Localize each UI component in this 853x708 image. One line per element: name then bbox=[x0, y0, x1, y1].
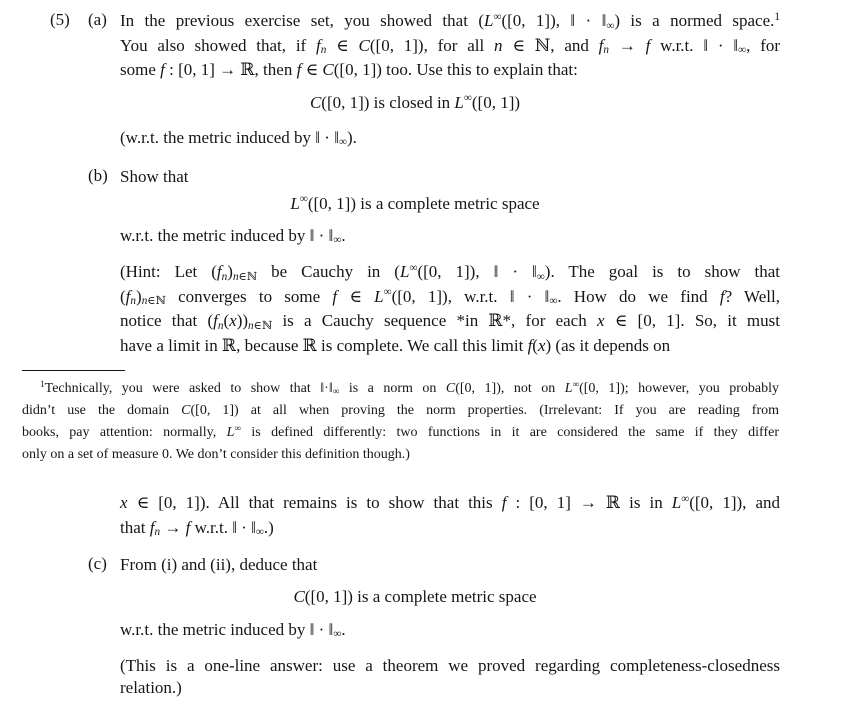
hint-line: notice that (fn(x))n∈ℕ is a Cauchy sequence *in ℝ*, for each x ∈ [0, 1]. So, it must bbox=[120, 311, 780, 332]
display-equation-complete-c: C([0, 1]) is a complete metric space bbox=[293, 586, 537, 606]
note-line: relation.) bbox=[120, 677, 182, 697]
paragraph-line: In the previous exercise set, you showed that (L∞([0, 1]), ‖ · ‖∞) is a normed space.$^1$ bbox=[120, 10, 780, 32]
part-a bbox=[50, 10, 781, 151]
footnote-line: books, pay attention: normally, L∞ is defined differently: two functions in it are considered the same if they differ bbox=[22, 422, 779, 440]
wrt-metric-line: w.r.t. the metric induced by ‖ · ‖∞. bbox=[120, 225, 346, 247]
display-equation-closed: C([0, 1]) is closed in L∞([0, 1]) bbox=[309, 92, 521, 112]
deduce-line: From (i) and (ii), deduce that bbox=[120, 555, 318, 575]
display-equation-complete-linf: L∞([0, 1]) is a complete metric space bbox=[290, 193, 540, 213]
hint-paragraph bbox=[120, 261, 780, 356]
show-that-line: Show that bbox=[120, 167, 189, 186]
hint-line: (fn)n∈ℕ converges to some f ∈ L∞([0, 1]), w.r.t. ‖ · ‖∞. How do we find f? Well, bbox=[120, 286, 780, 308]
wrt-metric-line: w.r.t. the metric induced by ‖ · ‖∞. bbox=[120, 619, 346, 641]
part-label-a: (a) bbox=[88, 10, 107, 29]
paragraph-line: that fn → f w.r.t. ‖ · ‖∞.) bbox=[120, 517, 274, 539]
footnote-line: only on a set of measure 0. We don’t consider this definition though.) bbox=[22, 446, 410, 462]
hint-line: have a limit in ℝ, because ℝ is complete. We call this limit f(x) (as it depends on bbox=[120, 335, 671, 355]
part-label-c: (c) bbox=[88, 554, 107, 574]
hint-continuation bbox=[120, 492, 780, 541]
footnote-line: $^1$Technically, you were asked to show that ‖·‖∞ is a norm on C([0, 1]), not on L∞([0, 1]); however, you probably bbox=[40, 378, 779, 397]
wrt-metric-line: (w.r.t. the metric induced by ‖ · ‖∞). bbox=[120, 127, 357, 149]
footnote-line: didn’t use the domain C([0, 1]) at all when proving the norm properties. (Irrelevant: If you are reading from bbox=[22, 403, 780, 419]
item-number: (5) bbox=[50, 10, 70, 29]
paragraph-line: x ∈ [0, 1]). All that remains is to show that this f : [0, 1] → ℝ is in L∞([0, 1]), and bbox=[120, 493, 780, 513]
paragraph-line: some f : [0, 1] → ℝ, then f ∈ C([0, 1]) too. Use this to explain that: bbox=[120, 60, 578, 79]
paragraph-line: You also showed that, if fn ∈ C([0, 1]), for all n ∈ ℕ, and fn → f w.r.t. ‖ · ‖∞, for bbox=[120, 35, 781, 57]
hint-line: (Hint: Let (fn)n∈ℕ be Cauchy in (L∞([0, 1]), ‖ · ‖∞). The goal is to show that bbox=[120, 261, 781, 283]
part-b bbox=[88, 166, 781, 356]
footnote bbox=[22, 378, 779, 465]
part-c bbox=[88, 554, 780, 698]
part-label-b: (b) bbox=[88, 166, 108, 185]
note-line: (This is a one-line answer: use a theorem we proved regarding completeness-closedness bbox=[120, 656, 780, 676]
footnote-rule bbox=[22, 370, 125, 371]
one-line-answer-note bbox=[120, 655, 780, 698]
